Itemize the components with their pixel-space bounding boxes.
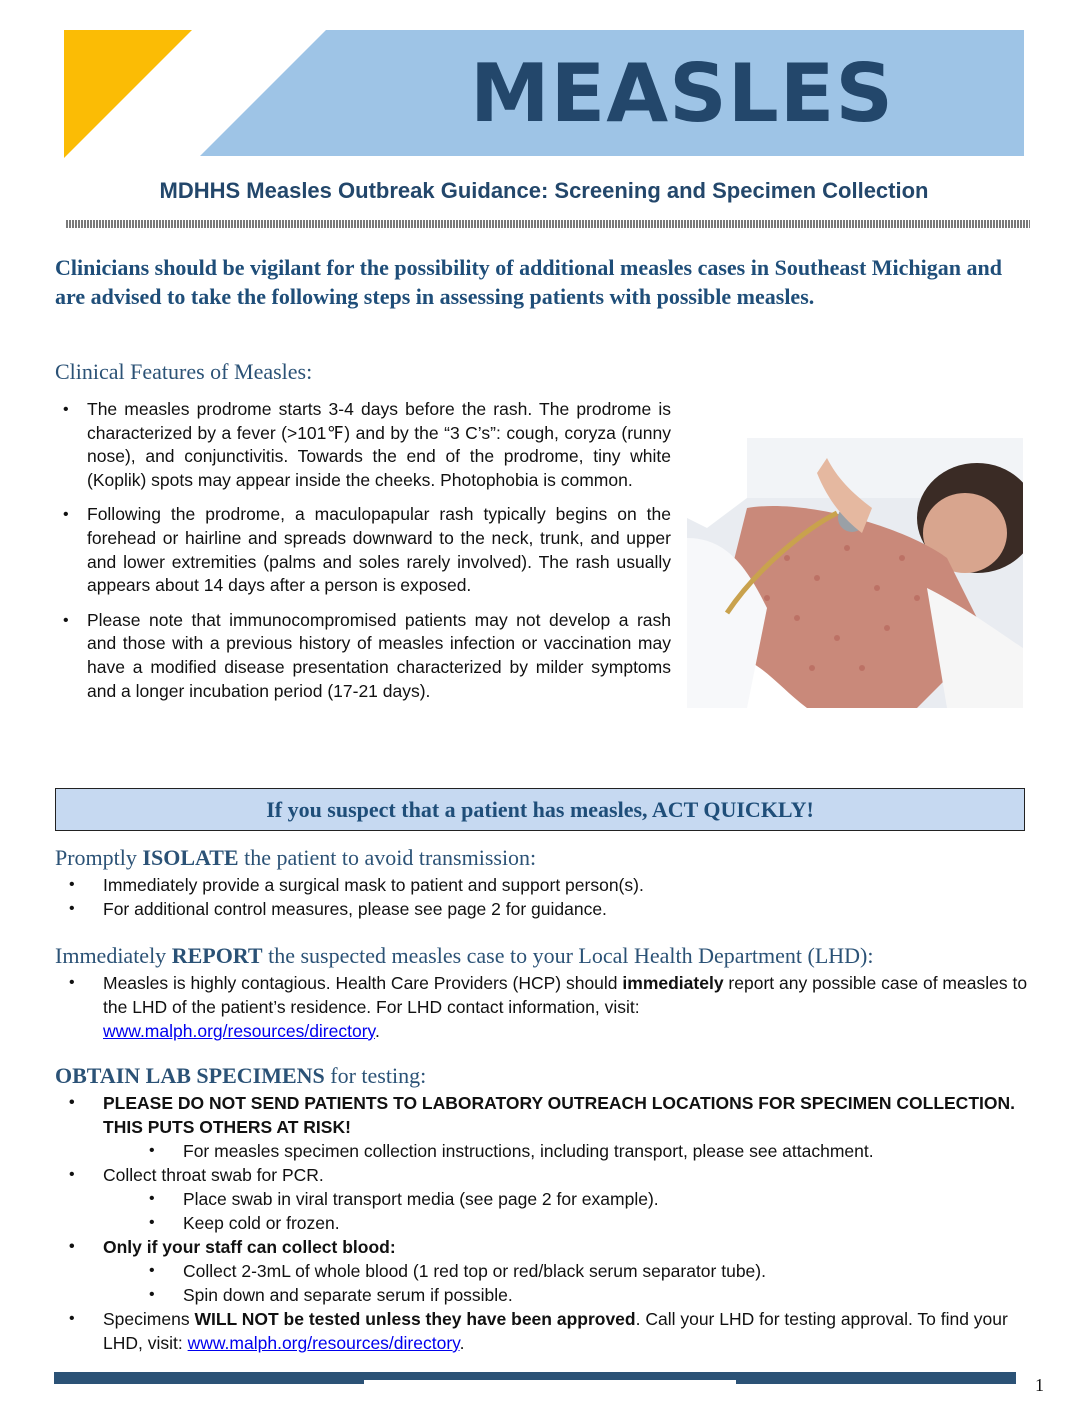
list-item: • Please note that immunocompromised patients may not develop a rash and those with a previous history of measles infection or vaccination may have a modified disease presentation characterized by milder symptoms and a longer incubation period (17-21 days). (63, 609, 671, 701)
isolate-heading: Promptly ISOLATE the patient to avoid transmission: (55, 845, 537, 870)
banner-title: MEASLES (470, 47, 895, 140)
bullet-icon: • (149, 1286, 155, 1303)
bullet-icon: • (69, 1310, 75, 1327)
list-item: • Specimens WILL NOT be tested unless they have been approved. Call your LHD for testing approval. To find your LHD, visit: www.malph.org/resources/directory. (69, 1309, 1008, 1353)
bullet-icon: • (149, 1190, 155, 1207)
list-item: • Immediately provide a surgical mask to patient and support person(s). (69, 875, 644, 895)
clinical-features-heading: Clinical Features of Measles: (55, 359, 313, 384)
list-item: • Keep cold or frozen. (149, 1213, 340, 1233)
page-number: 1 (1035, 1375, 1044, 1395)
list-item: • Place swab in viral transport media (see page 2 for example). (149, 1189, 659, 1209)
bullet-icon: • (69, 1166, 75, 1183)
list-item: • Only if your staff can collect blood: (69, 1237, 396, 1257)
lhd-directory-link-2[interactable]: www.malph.org/resources/directory (187, 1333, 460, 1353)
list-item: • Collect throat swab for PCR. (69, 1165, 324, 1185)
bullet-icon: • (63, 506, 69, 524)
list-item: • Measles is highly contagious. Health Care Providers (HCP) should immediately report any possible case of measles to the LHD of the patient’s residence. For LHD contact information, visit: www.malph.org/resources/directory. (69, 973, 1028, 1041)
bullet-icon: • (149, 1214, 155, 1231)
report-heading: Immediately REPORT the suspected measles case to your Local Health Department (LHD): (55, 943, 874, 968)
isolate-list (55, 873, 1035, 921)
footer-bar (54, 1372, 1016, 1384)
bullet-icon: • (69, 876, 75, 893)
list-item: • PLEASE DO NOT SEND PATIENTS TO LABORATORY OUTREACH LOCATIONS FOR SPECIMEN COLLECTION. THIS PUTS OTHERS AT RISK! (69, 1093, 1015, 1137)
bullet-icon: • (69, 1094, 75, 1111)
list-item: • For additional control measures, please see page 2 for guidance. (69, 899, 607, 919)
bullet-icon: • (149, 1262, 155, 1279)
list-item: • Following the prodrome, a maculopapular rash typically begins on the forehead or hairline and spreads downward to the neck, trunk, and upper and lower extremities (palms and soles rarely involved). The rash usually appears about 14 days after a person is exposed. (63, 504, 671, 596)
act-quickly-text: If you suspect that a patient has measles, ACT QUICKLY! (266, 797, 814, 822)
dotted-divider (66, 220, 1030, 228)
list-item: • For measles specimen collection instructions, including transport, please see attachment. (149, 1141, 874, 1161)
banner-yellow-triangle (64, 30, 192, 158)
report-list (55, 971, 1035, 1043)
bullet-icon: • (63, 611, 69, 629)
bullet-icon: • (69, 974, 75, 991)
list-item: • Spin down and separate serum if possible. (149, 1285, 513, 1305)
act-quickly-banner (55, 788, 1025, 831)
lhd-directory-link[interactable]: www.malph.org/resources/directory (103, 1021, 375, 1041)
clinical-features-list (63, 398, 671, 714)
obtain-list (55, 1091, 1045, 1355)
page-subtitle: MDHHS Measles Outbreak Guidance: Screening and Specimen Collection (159, 178, 929, 203)
obtain-heading: OBTAIN LAB SPECIMENS for testing: (55, 1063, 427, 1088)
intro-paragraph: Clinicians should be vigilant for the possibility of additional measles cases in Southeast Michigan and are advised to take the following steps in assessing patients with possible measles. (55, 255, 1002, 309)
bullet-icon: • (69, 900, 75, 917)
list-item: • The measles prodrome starts 3-4 days before the rash. The prodrome is characterized by a fever (>101℉) and by the “3 C’s”: cough, coryza (runny nose), and conjunctivitis. Towards the end of the prodrome, tiny white (Koplik) spots may appear inside the cheeks. Photophobia is common. (63, 399, 671, 490)
bullet-icon: • (69, 1238, 75, 1255)
bullet-icon: • (149, 1142, 155, 1159)
patient-rash-photo (687, 438, 1023, 708)
list-item: • Collect 2-3mL of whole blood (1 red top or red/black serum separator tube). (149, 1261, 766, 1281)
bullet-icon: • (63, 401, 69, 418)
